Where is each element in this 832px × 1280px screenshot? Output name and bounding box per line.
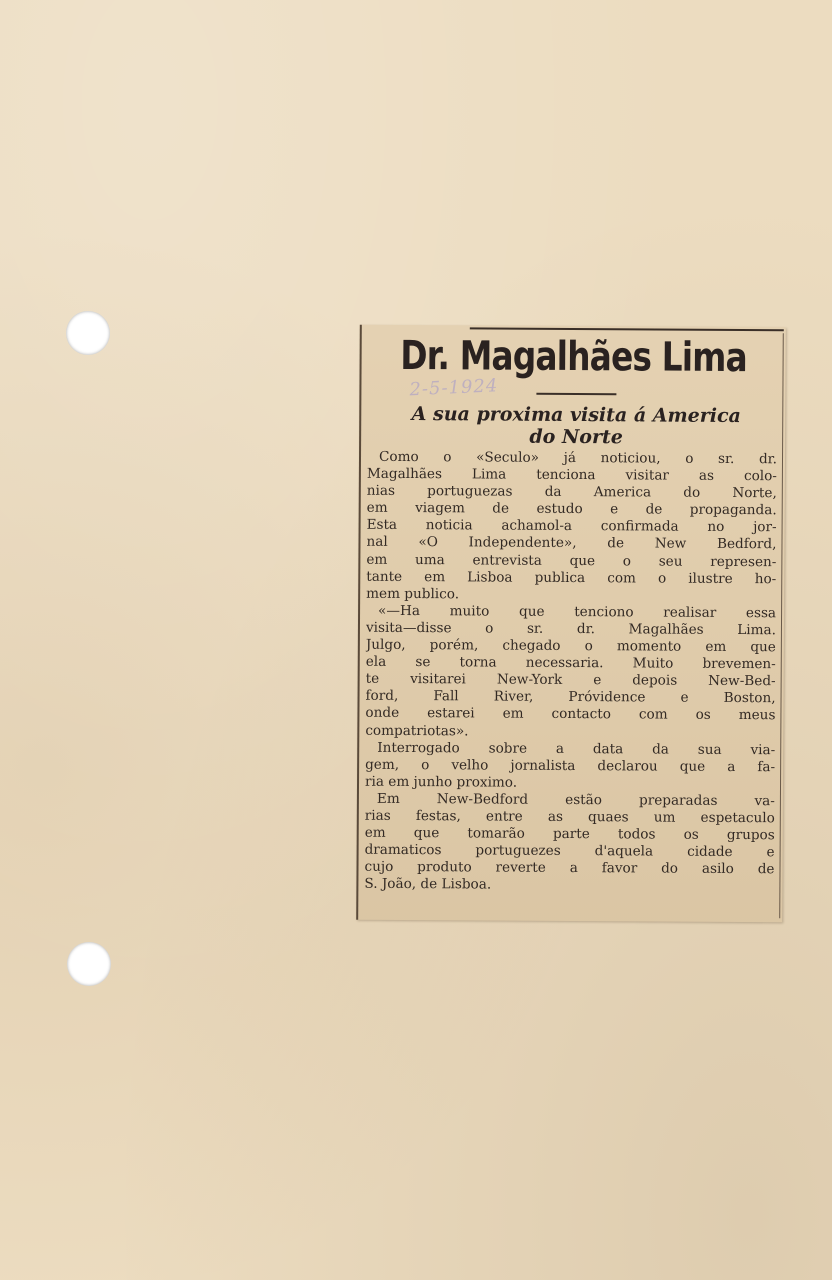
- article-line: em que tomarão parte todos os grupos: [364, 824, 775, 844]
- article-line: em viagem de estudo e de propaganda.: [366, 500, 777, 519]
- article-line: Julgo, porém, chegado o momento em que: [365, 636, 776, 656]
- newspaper-clipping: [356, 325, 786, 923]
- top-rule: [470, 327, 784, 331]
- article-line: Magalhães Lima tenciona visitar as colo-: [366, 465, 777, 485]
- article-line: compatriotas».: [365, 722, 469, 739]
- article-line: «—Ha muito que tenciono realisar essa: [378, 602, 777, 622]
- subheadline-line: A sua proxima visita á America: [411, 403, 741, 428]
- article-line: mem publico.: [366, 585, 460, 603]
- article-line: S. João, de Lisboa.: [364, 876, 492, 893]
- article-line: rias festas, entre as quaes um espetaculo: [364, 807, 775, 827]
- article-line: nal «O Independente», de New Bedford,: [366, 534, 777, 553]
- article-line: onde estarei em contacto com os meus: [365, 705, 776, 724]
- article-line: ford, Fall River, Próvidence e Boston,: [365, 688, 776, 707]
- headline: Dr. Magalhães Lima: [400, 332, 748, 382]
- punch-hole-top: [66, 311, 110, 355]
- article-line: Em New-Bedford estão preparadas va-: [376, 790, 775, 810]
- article-line: ria em junho proximo.: [364, 773, 518, 791]
- article-line: tante em Lisboa publica com o ilustre ho-: [366, 568, 777, 587]
- article-line: nias portuguezas da America do Norte,: [366, 482, 777, 502]
- handwritten-date-annotation: 2-5-1924: [408, 375, 499, 401]
- article-body: [364, 449, 777, 896]
- article-line: visita—disse o sr. dr. Magalhães Lima.: [365, 619, 777, 639]
- article-line: em uma entrevista que o seu represen-: [366, 551, 777, 570]
- headline-divider: [536, 393, 616, 395]
- subheadline: [367, 403, 785, 450]
- subheadline-line: do Norte: [529, 425, 623, 449]
- article-line: gem, o velho jornalista declarou que a fa-: [365, 756, 776, 775]
- punch-hole-bottom: [67, 942, 111, 986]
- article-line: te visitarei New-York e depois New-Bed-: [365, 670, 776, 690]
- article-line: Esta noticia achamol-a confirmada no jor-: [366, 517, 777, 536]
- article-line: ela se torna necessaria. Muito brevemen-: [365, 653, 776, 673]
- article-line: Interrogado sobre a data da sua via-: [377, 739, 776, 758]
- article-line: Como o «Seculo» já noticiou, o sr. dr.: [378, 448, 778, 468]
- article-line: dramaticos portuguezes d'aquela cidade e: [364, 841, 775, 861]
- article-line: cujo produto reverte a favor do asilo de: [364, 858, 775, 878]
